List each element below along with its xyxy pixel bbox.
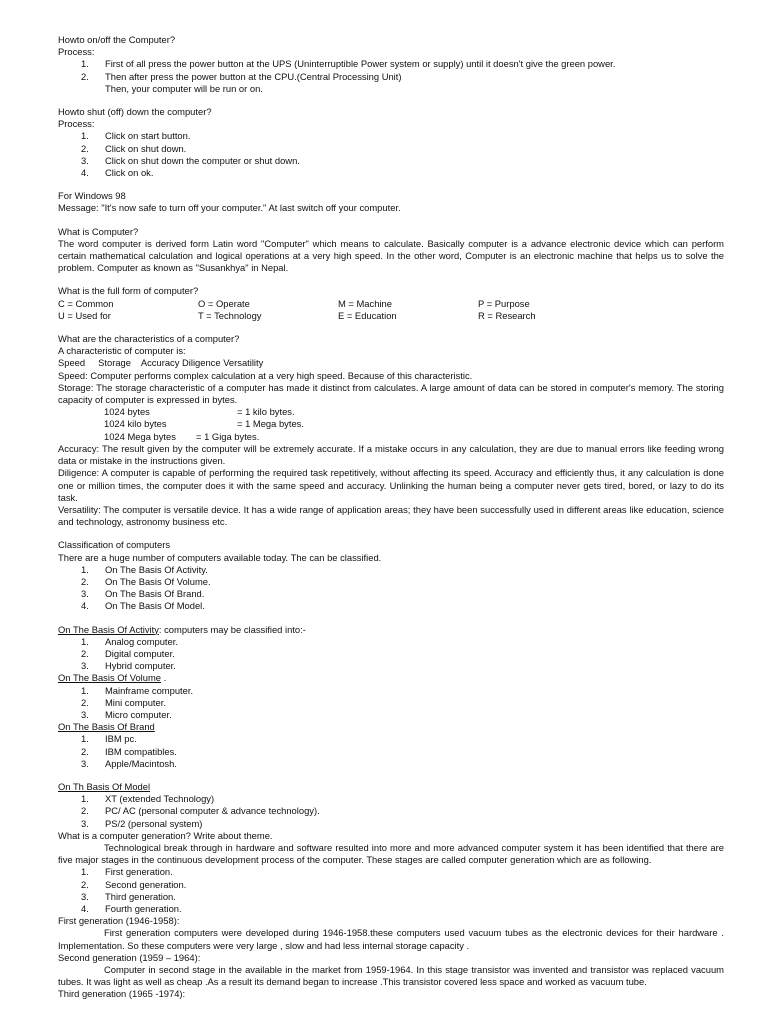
list-item: 1. Click on start button. xyxy=(81,130,191,142)
speed-paragraph: Speed: Computer performs complex calculation at a very high speed. Because of this characteristic. xyxy=(58,369,473,381)
versatility-paragraph: Versatility: The computer is versatile device. It has a wide range of application areas; they have been successfully used in different areas like education, science and technology, astronomy business etc. xyxy=(58,503,724,528)
basis-volume-heading: On The Basis Of Volume . xyxy=(58,672,167,684)
list-item: 3. Hybrid computer. xyxy=(81,660,176,672)
document-page xyxy=(58,34,724,1001)
onoff-continuation: Then, your computer will be run or on. xyxy=(105,82,263,94)
section-title-classification: Classification of computers xyxy=(58,539,171,551)
accuracy-paragraph: Accuracy: The result given by the computer will be extremely accurate. If a mistake occurs in any calculation, they are due to manual errors like feeding wrong data or mistake in the instructions given. xyxy=(58,442,724,467)
list-item: 2. Then after press the power button at the CPU.(Central Processing Unit) xyxy=(81,70,402,82)
third-generation-title: Third generation (1965 -1974): xyxy=(58,988,186,1000)
list-item: 1. First of all press the power button at the UPS (Uninterruptible Power system or supply) until it doesn't give the green power. xyxy=(81,58,616,70)
basis-activity-heading: On The Basis Of Activity: computers may be classified into:- xyxy=(58,623,306,635)
model-list xyxy=(58,793,724,830)
list-item: 2. On The Basis Of Volume. xyxy=(81,575,211,587)
second-generation-body: Computer in second stage in the available in the market from 1959-1964. In this stage transistor was invented and transistor was replaced vacuum tubes. It was light as well as cheap .As a result its demand began to increase .This transistor covered less space and worked as vacuum tube. xyxy=(58,964,724,988)
basis-brand-heading: On The Basis Of Brand xyxy=(58,721,155,733)
second-generation-title: Second generation (1959 – 1964): xyxy=(58,951,201,963)
list-item: 1. XT (extended Technology) xyxy=(81,793,215,805)
activity-list xyxy=(58,636,724,673)
list-item: 2. Mini computer. xyxy=(81,696,166,708)
section-title-shutdown: Howto shut (off) down the computer? xyxy=(58,106,212,118)
characteristics-intro: A characteristic of computer is: xyxy=(58,345,186,357)
section-title-generation: What is a computer generation? Write about theme. xyxy=(58,829,273,841)
section-title-full-form: What is the full form of computer? xyxy=(58,285,199,297)
list-item: 4. On The Basis Of Model. xyxy=(81,600,205,612)
generation-list xyxy=(58,866,724,915)
list-item: 2. Click on shut down. xyxy=(81,142,187,154)
list-item: 1. First generation. xyxy=(81,866,173,878)
process-label: Process: xyxy=(58,46,95,58)
list-item: 2. IBM compatibles. xyxy=(81,745,177,757)
what-is-computer-body: The word computer is derived form Latin word "Computer" which means to calculate. Basically computer is a advance electronic device which can perform certain mathematical calculation and logical operations at a very high speed. In the other word, Computer is an electronic machine that helps us to solve the problem. Computer as known as "Susankhya" in Nepal. xyxy=(58,237,724,274)
list-item: 3. Third generation. xyxy=(81,890,176,902)
list-item: 1. Mainframe computer. xyxy=(81,684,194,696)
section-title-windows98: For Windows 98 xyxy=(58,190,126,202)
generation-body: Technological break through in hardware and software resulted into more and more advanced computer system it has been identified that there are five major stages in the continuous development process of the computer. These stages are called computer generation which are as following. xyxy=(58,841,724,866)
bytes-row: 1024 kilo bytes = 1 Mega bytes. xyxy=(104,418,304,430)
first-generation-body: First generation computers were developed during 1946-1958.these computers used vacuum tubes as the electronic devices for their hardware . Implementation. So these computers were very large , slow and had less internal storage capacity . xyxy=(58,927,724,951)
list-item: 2. Digital computer. xyxy=(81,647,175,659)
shutdown-steps xyxy=(58,130,724,179)
windows98-message: Message: "It's now safe to turn off your computer." At last switch off your computer. xyxy=(58,202,401,214)
list-item: 4. Click on ok. xyxy=(81,167,154,179)
list-item: 1. Analog computer. xyxy=(81,635,178,647)
section-title-onoff: Howto on/off the Computer? xyxy=(58,34,176,45)
list-item: 3. Apple/Macintosh. xyxy=(81,757,177,769)
list-item: 4. Fourth generation. xyxy=(81,903,182,914)
list-item: 1. On The Basis Of Activity. xyxy=(81,563,208,575)
volume-list xyxy=(58,685,724,722)
list-item: 3. On The Basis Of Brand. xyxy=(81,588,205,600)
basis-model-heading: On Th Basis Of Model xyxy=(58,780,151,792)
section-title-what-is-computer: What is Computer? xyxy=(58,225,139,237)
first-generation-title: First generation (1946-1958): xyxy=(58,915,180,927)
list-item: 3. Click on shut down the computer or shut down. xyxy=(81,154,300,166)
brand-list xyxy=(58,733,724,770)
classification-intro: There are a huge number of computers available today. The can be classified. xyxy=(58,551,382,563)
list-item: 2. PC/ AC (personal computer & advance technology). xyxy=(81,805,320,817)
bytes-row: 1024 Mega bytes = 1 Giga bytes. xyxy=(104,430,260,442)
diligence-paragraph: Diligence: A computer is capable of performing the required task repetitively, without affecting its speed. Accuracy and efficiently thus, it any calculation is done one or million times, the computer does it with the same speed and accuracy. Unlinking the human being a computer never gets tired, bored, or lazy to do its task. xyxy=(58,467,724,503)
full-form-row: C = Common O = Operate M = Machine P = Purpose xyxy=(58,297,530,309)
list-item: 3. PS/2 (personal system) xyxy=(81,817,203,829)
bytes-row: 1024 bytes = 1 kilo bytes. xyxy=(104,406,295,418)
section-title-characteristics: What are the characteristics of a computer? xyxy=(58,333,240,345)
storage-paragraph: Storage: The storage characteristic of a computer has made it distinct from calculates. A large amount of data can be stored in computer's memory. The storing capacity of computer is expressed in bytes. xyxy=(58,381,724,406)
full-form-row: U = Used for T = Technology E = Education R = Research xyxy=(58,309,536,321)
process-label: Process: xyxy=(58,118,95,130)
list-item: 2. Second generation. xyxy=(81,878,187,890)
list-item: 3. Micro computer. xyxy=(81,708,172,720)
onoff-steps xyxy=(58,58,724,82)
list-item: 1. IBM pc. xyxy=(81,733,137,745)
characteristics-list: Speed Storage Accuracy Diligence Versatility xyxy=(58,357,264,369)
bytes-table xyxy=(58,406,724,443)
classification-list xyxy=(58,564,724,613)
